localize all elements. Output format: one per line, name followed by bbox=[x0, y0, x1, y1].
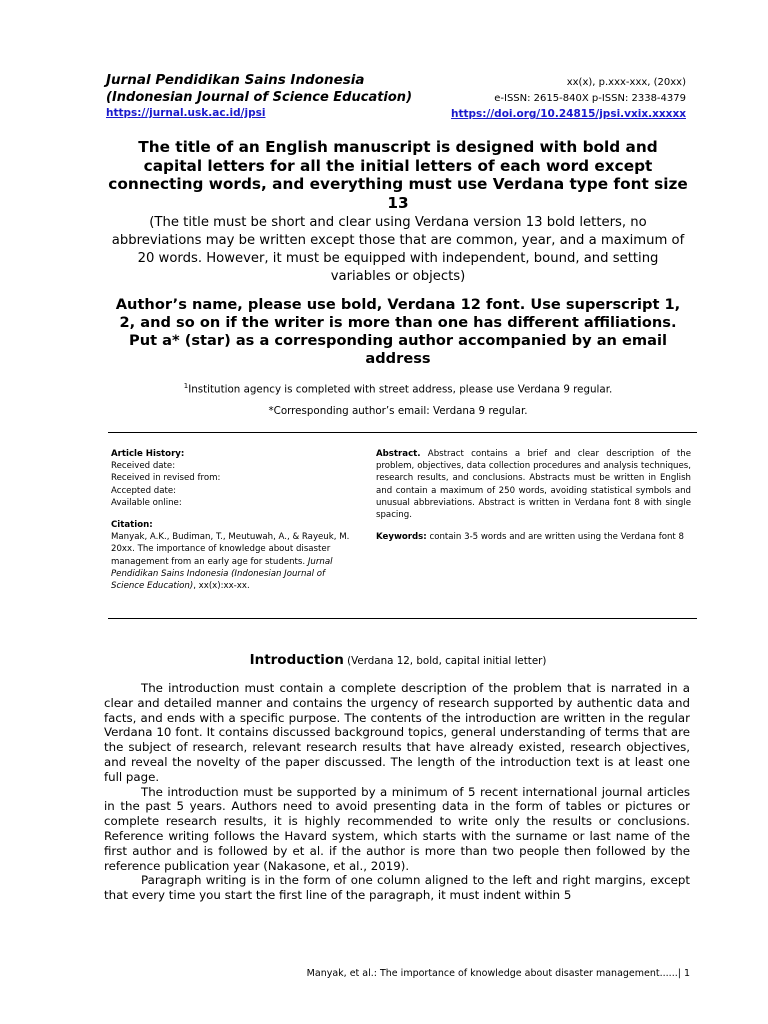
revised-date: Received in revised from: bbox=[111, 473, 221, 484]
keywords bbox=[376, 531, 691, 543]
citation-text bbox=[111, 531, 351, 592]
keywords-text: contain 3-5 words and are written using the Verdana font 8 bbox=[426, 532, 685, 543]
online-date: Available online: bbox=[111, 497, 182, 508]
journal-name-english: (Indonesian Journal of Science Education) bbox=[106, 90, 413, 105]
corresponding-email: *Corresponding author’s email: Verdana 9 regular. bbox=[268, 405, 528, 417]
citation-journal: Jurnal Pendidikan Sains Indonesia (Indonesian Journal of Science Education) bbox=[111, 556, 333, 592]
issn-info: e-ISSN: 2615-840X p-ISSN: 2338-4379 bbox=[494, 93, 686, 104]
issue-info: xx(x), p.xxx-xxx, (20xx) bbox=[566, 77, 686, 88]
top-divider bbox=[108, 432, 697, 433]
citation-volume: , xx(x):xx-xx. bbox=[193, 581, 250, 592]
manuscript-title: The title of an English manuscript is designed with bold and capital letters for all the initial letters of each word except connecting words, and everything must use Verdana type font size 13 bbox=[108, 138, 688, 212]
introduction-body bbox=[104, 681, 690, 903]
introduction-note: (Verdana 12, bold, capital initial letter) bbox=[343, 655, 547, 667]
affiliation bbox=[108, 379, 688, 396]
abstract-label: Abstract. bbox=[376, 449, 421, 459]
citation-authors: Manyak, A.K., Budiman, T., Meutuwah, A., & Rayeuk, M. 20xx. The importance of knowledge about disaster management from an early age for students. bbox=[111, 532, 350, 567]
abstract-text: Abstract contains a brief and clear description of the problem, objectives, data collection procedures and analysis techniques, research results, and conclusions. Abstracts must be written in English and contain a maximum of 250 words, avoiding statistical symbols and unusual abbreviations. Abstract is written in Verdana font 8 with single spacing. bbox=[376, 449, 691, 521]
introduction-heading bbox=[108, 649, 688, 668]
affiliation-superscript: 1 bbox=[183, 382, 189, 390]
bottom-divider bbox=[108, 618, 697, 619]
journal-url-link[interactable]: https://jurnal.usk.ac.id/jpsi bbox=[106, 107, 266, 119]
page-footer: Manyak, et al.: The importance of knowledge about disaster management......| 1 bbox=[306, 968, 690, 979]
article-history-heading: Article History: bbox=[111, 449, 185, 459]
abstract bbox=[376, 448, 691, 521]
citation-heading: Citation: bbox=[111, 520, 153, 531]
received-date: Received date: bbox=[111, 461, 176, 472]
keywords-label: Keywords: bbox=[376, 532, 427, 543]
journal-header-right bbox=[386, 75, 686, 121]
affiliation-text: Institution agency is completed with street address, please use Verdana 9 regular. bbox=[188, 383, 613, 396]
paragraph: The introduction must be supported by a minimum of 5 recent international journal articles in the past 5 years. Authors need to avoid presenting data in the form of tables or pictures or complete research results, it is highly recommended to write only the results or conclusions. Reference writing follows the Havard system, which starts with the surname or last name of the first author and is followed by et al. if the author is more than two people then followed by the reference publication year (Nakasone, et al., 2019). bbox=[104, 784, 690, 873]
doi-link[interactable]: https://doi.org/10.24815/jpsi.vxix.xxxxx bbox=[451, 108, 686, 120]
accepted-date: Accepted date: bbox=[111, 485, 177, 496]
article-info-column bbox=[111, 448, 351, 592]
author-names: Author’s name, please use bold, Verdana 12 font. Use superscript 1, 2, and so on if the writer is more than one has different affiliations. Put a* (star) as a corresponding author accompanied by an email address bbox=[115, 296, 681, 367]
paragraph: The introduction must contain a complete description of the problem that is narrated in a clear and detailed manner and contains the urgency of research supported by authentic data and facts, and ends with a specific purpose. The contents of the introduction are written in the regular Verdana 10 font. It contains discussed background topics, general understanding of terms that are the subject of research, relevant research results that have already existed, research objectives, and reveal the novelty of the paper discussed. The length of the introduction text is at least one full page. bbox=[104, 681, 690, 784]
journal-name: Jurnal Pendidikan Sains Indonesia bbox=[106, 72, 365, 88]
introduction-title: Introduction bbox=[249, 652, 344, 668]
abstract-column bbox=[376, 448, 691, 543]
paragraph: Paragraph writing is in the form of one column aligned to the left and right margins, except that every time you start the first line of the paragraph, it must indent within 5 bbox=[104, 873, 690, 903]
title-note: (The title must be short and clear using Verdana version 13 bold letters, no abbreviations may be written except those that are common, year, and a maximum of 20 words. However, it must be equipped with independent, bound, and setting variables or objects) bbox=[111, 215, 685, 284]
